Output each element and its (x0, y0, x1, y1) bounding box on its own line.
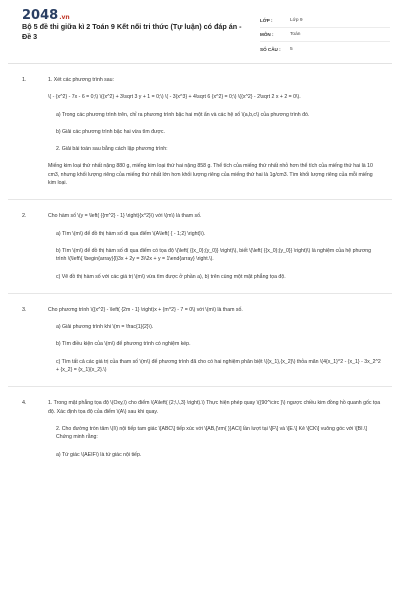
meta-row-grade (260, 14, 390, 28)
meta-label: MÔN : (260, 32, 274, 37)
meta-label: SỐ CÂU : (260, 46, 281, 52)
question-line: a) Giải phương trình khi \(m = \frac{1}{2}\). (56, 324, 154, 331)
question-line: b) Giải các phương trình bậc hai vừa tìm được. (56, 128, 165, 135)
logo-main: 2048 (22, 8, 59, 23)
meta-value: 5 (290, 46, 293, 52)
question-line: b) Tìm điều kiện của \(m\) để phương trình có nghiệm kép. (56, 341, 191, 348)
question-item (8, 200, 392, 293)
logo-tld: .vn (59, 14, 70, 21)
question-number: 2. (22, 213, 27, 220)
meta-row-subject (260, 28, 390, 42)
question-line: b) Tìm \(m\) để đồ thị hàm số đi qua điểm có tọa độ \(\left( {{x_0};{y_0}} \right)\), biết \(\left( {{x_0};{y_0}} \right)\) là nghiệm của hệ phương trình \(\left\{ \begin{array}{l}3x + 2y = 3\\2x + y = 1\end{array} \right.\). (56, 247, 372, 263)
question-line: Miếng kim loại thứ nhất nặng 880 g, miếng kim loại thứ hai nặng 858 g. Thể tích của miếng thứ nhất nhỏ hơn thể tích của miếng thứ hai là 10 cm3, nhưng khối lượng riêng của miếng thứ nhất lớn hơn khối lượng riêng của miếng thứ hai là 1g/cm3. Tìm khối lượng riêng của mỗi miếng kim loại. (48, 163, 373, 187)
meta-value: Lớp 9 (290, 18, 303, 23)
question-line: 1. Trong mặt phẳng tọa độ \(Oxy,\) cho điểm \(A\left( {2;\,\,3} \right).\) Thực hiện phép quay \({90^\circ }\) ngược chiều kim đồng hồ quanh gốc tọa độ. Xác định tọa độ của điểm \(A\) sau khi quay. (48, 400, 381, 415)
question-list (8, 64, 392, 471)
question-line: a) Tứ giác \(AEIF\) là tứ giác nội tiếp. (56, 451, 142, 458)
meta-value: Toán (290, 32, 301, 37)
question-line: c) Vẽ đồ thị hàm số với các giá trị \(m\) vừa tìm được ở phần a), b) trên cùng một mặt phẳng tọa độ. (56, 273, 286, 280)
question-line: a) Trong các phương trình trên, chỉ ra phương trình bậc hai một ẩn và các hệ số \(a,b,c\) của phương trình đó. (56, 111, 310, 118)
meta-row-count (260, 42, 390, 56)
question-line: 1. Xét các phương trình sau: (48, 77, 114, 83)
question-item (8, 294, 392, 387)
question-line: 2. Cho đường tròn tâm \(I\) nội tiếp tam giác \[ABC\] tiếp xúc với \[AB,{\rm{ }}AC\] lần lượt tại \[F\] và \[E.\] Kẻ \[CK\] vuông góc với \[BI.\] Chứng minh rằng: (56, 425, 367, 441)
document-header (8, 0, 392, 64)
site-logo[interactable] (22, 8, 70, 23)
document-meta (260, 14, 390, 56)
question-number: 1. (22, 77, 27, 83)
question-line: 2. Giải bài toán sau bằng cách lập phương trình: (56, 146, 168, 153)
meta-label: LỚP : (260, 18, 273, 23)
question-line: c) Tìm tất cả các giá trị của tham số \(m\) để phương trình đã cho có hai nghiệm phân biệt \({x_1},{x_2}\) thỏa mãn \(4{x_1}^2 - {x_1} - 3x_2^2 + {x_2} = {x_1}{x_2}.\) (56, 358, 381, 374)
question-line: a) Tìm \(m\) để đồ thị hàm số đi qua điểm \(A\left( { - 1;2} \right)\). (56, 230, 206, 237)
question-item (8, 387, 392, 470)
question-line: Cho phương trình \({x^2} - \left( {2m - 1} \right)x + {m^2} - 7 = 0\) với \(m\) là tham số. (48, 306, 243, 313)
question-line: Cho hàm số \(y = \left( {{m^2} - 1} \right){x^2}\) với \(m\) là tham số. (48, 213, 202, 220)
question-number: 3. (22, 306, 27, 313)
question-number: 4. (22, 400, 27, 407)
question-item (8, 64, 392, 200)
question-line: \( - {x^2} - 7x - 6 = 0;\) \({x^2} + 3\sqrt 3 y + 1 = 0;\) \( - 3{x^3} + 4\sqrt 6 {x^2} = 0;\) \({x^2} - 2\sqrt 2 x + 2 = 0\). (48, 94, 301, 101)
document-title: Bộ 5 đề thi giữa kì 2 Toán 9 Kết nối tri thức (Tự luận) có đáp án - Đề 3 (22, 22, 242, 41)
